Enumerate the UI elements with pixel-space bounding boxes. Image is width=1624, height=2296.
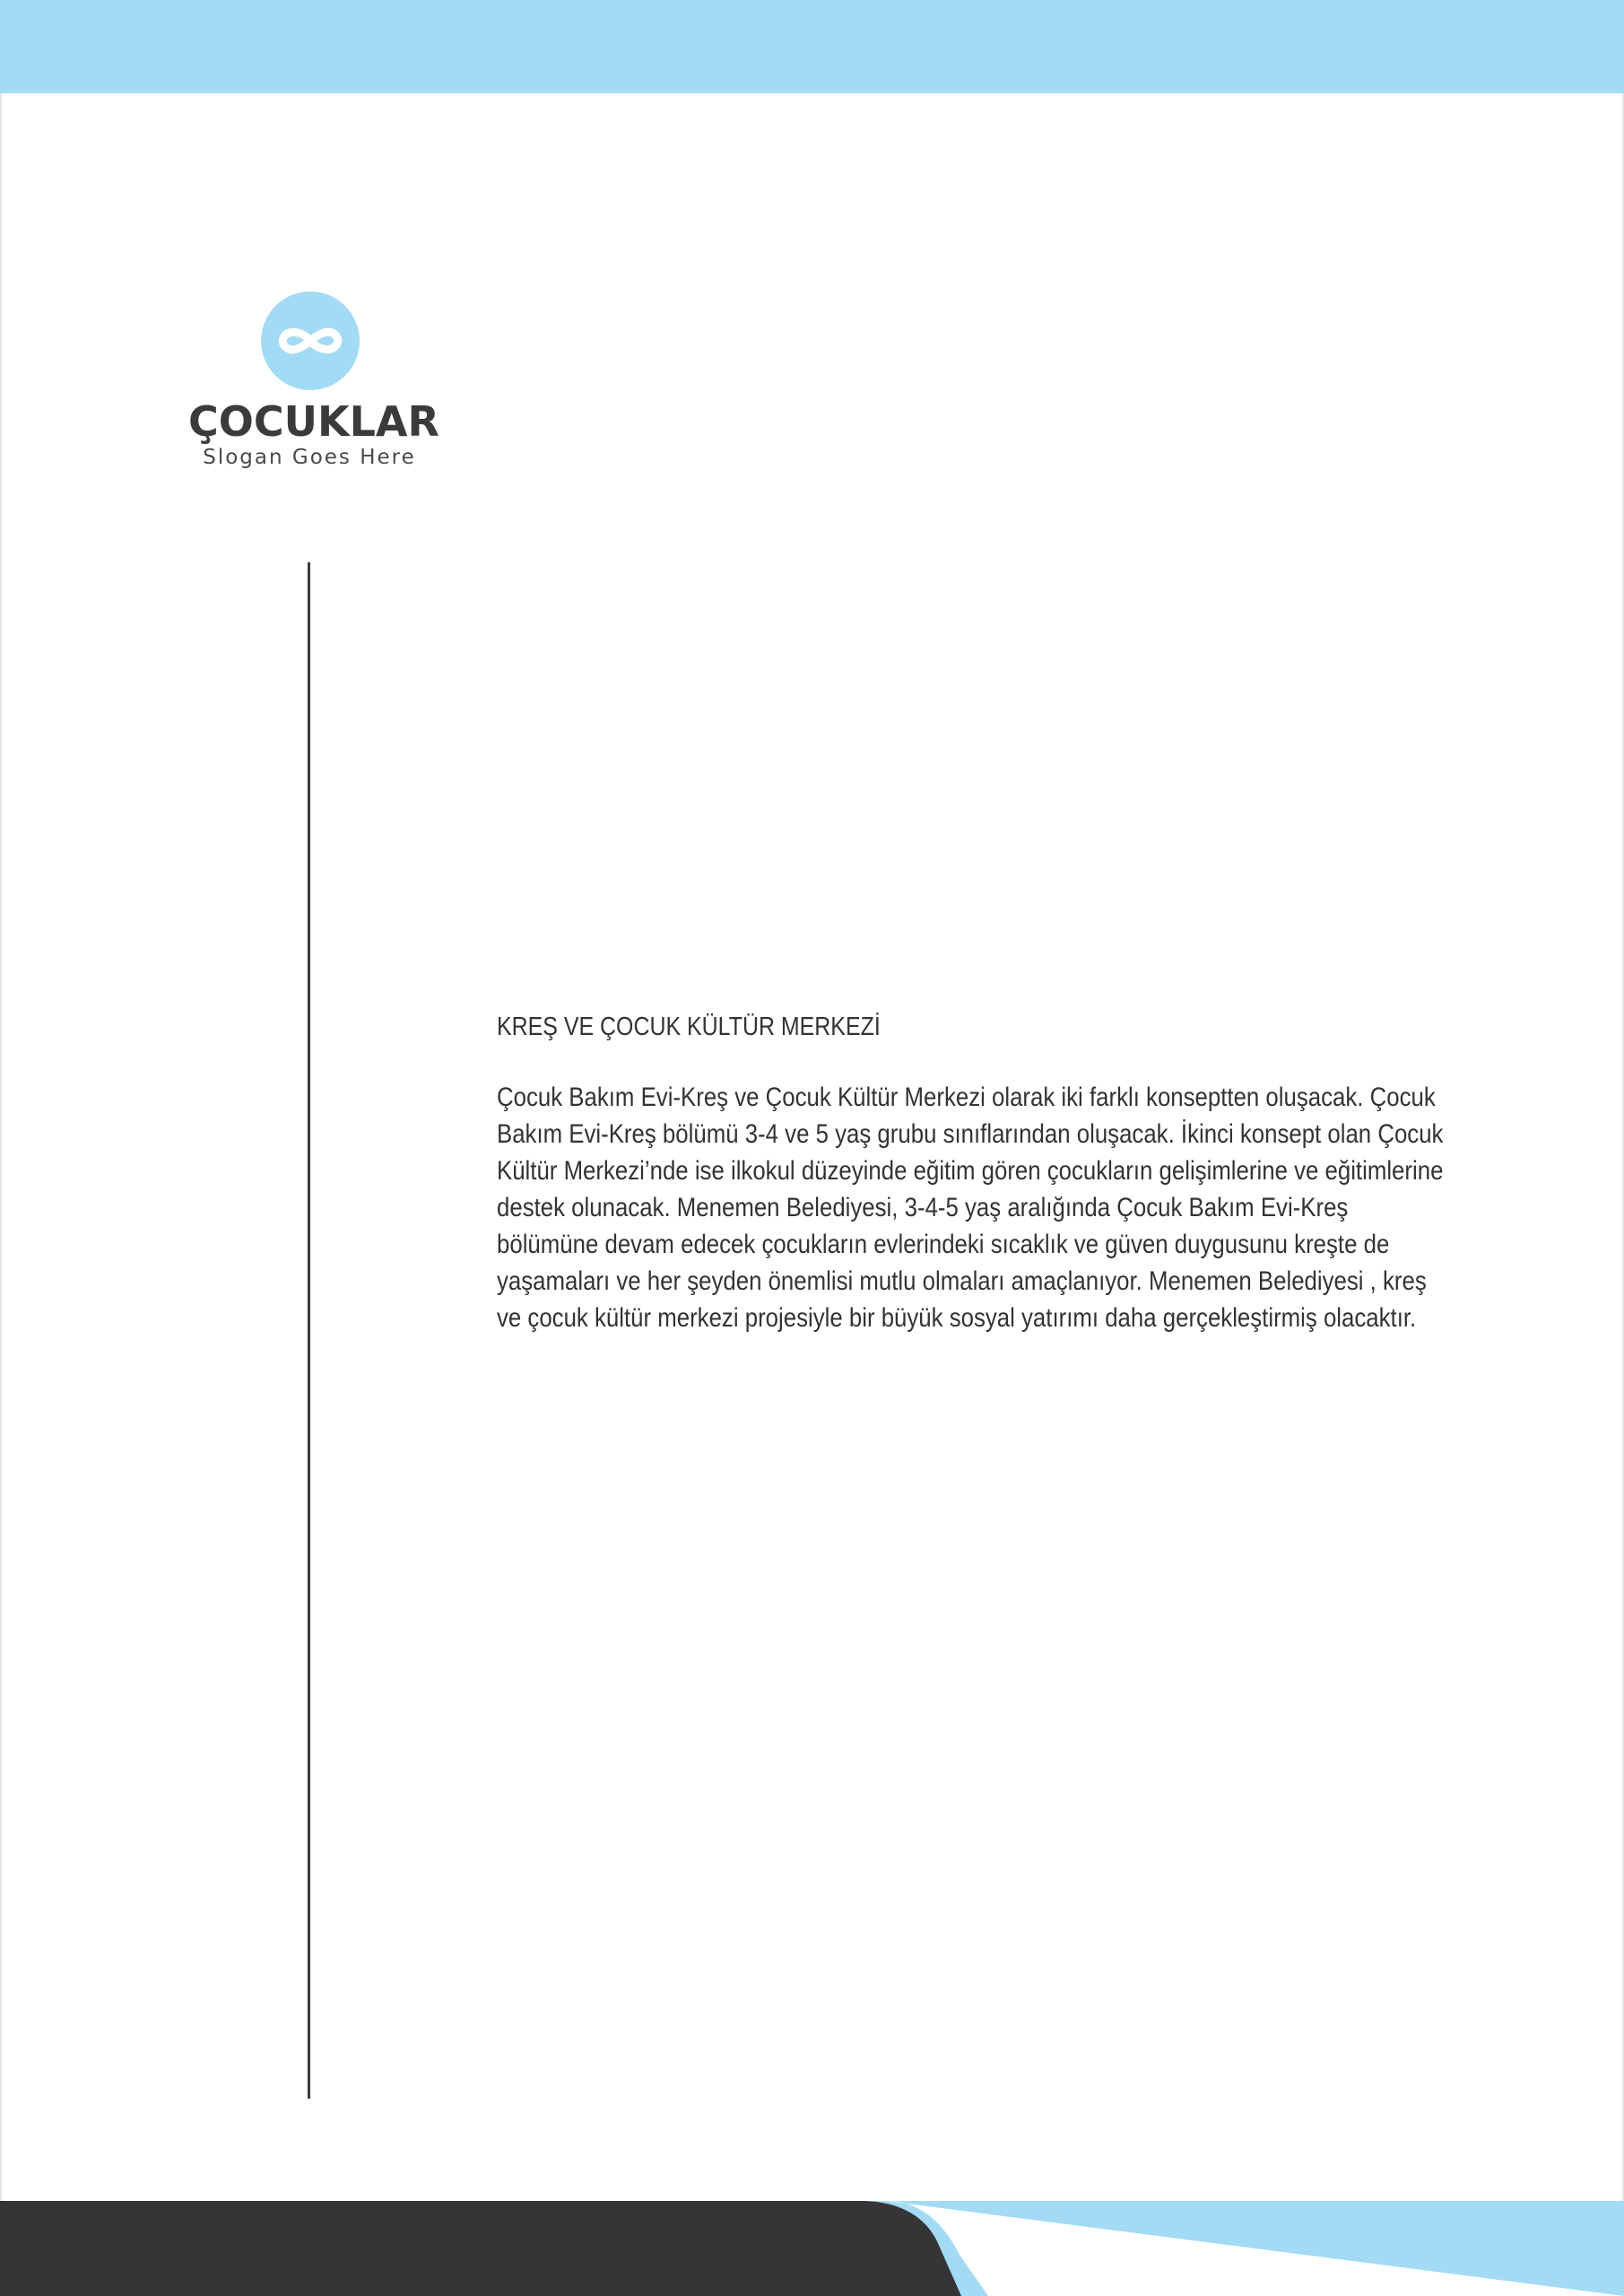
footer-band (0, 2201, 1624, 2296)
vertical-divider (308, 562, 310, 2099)
footer-dark-panel (0, 2201, 961, 2296)
brand-name: ÇOCUKLAR (188, 397, 439, 446)
brand-slogan: Slogan Goes Here (203, 446, 416, 469)
infinity-icon (261, 291, 360, 390)
header-band (0, 0, 1624, 93)
company-logo (188, 291, 439, 480)
document-content (497, 1009, 1483, 1336)
document-title: KREŞ VE ÇOCUK KÜLTÜR MERKEZİ (497, 1013, 881, 1041)
logo-badge (261, 291, 360, 390)
page-border-left (0, 93, 2, 2201)
document-body: Çocuk Bakım Evi-Kreş ve Çocuk Kültür Merkezi olarak iki farklı konseptten oluşacak. Çocuk Bakım Evi-Kreş bölümü 3-4 ve 5 yaş grubu sınıflarından oluşacak. İkinci konsept olan Çocuk Kültür Merkezi’nde ise ilkokul düzeyinde eğitim gören çocukların gelişimlerine ve eğitimlerine destek olunacak. Menemen Belediyesi, 3-4-5 yaş aralığında Çocuk Bakım Evi-Kreş bölümüne devam edecek çocukların evlerindeki sıcaklık ve güven duygusunu kreşte de yaşamaları ve her şeyden önemlisi mutlu olmaları amaçlanıyor. Menemen Belediyesi , kreş ve çocuk kültür merkezi projesiyle bir büyük sosyal yatırımı daha gerçekleştirmiş olacaktır. (497, 1083, 1444, 1333)
